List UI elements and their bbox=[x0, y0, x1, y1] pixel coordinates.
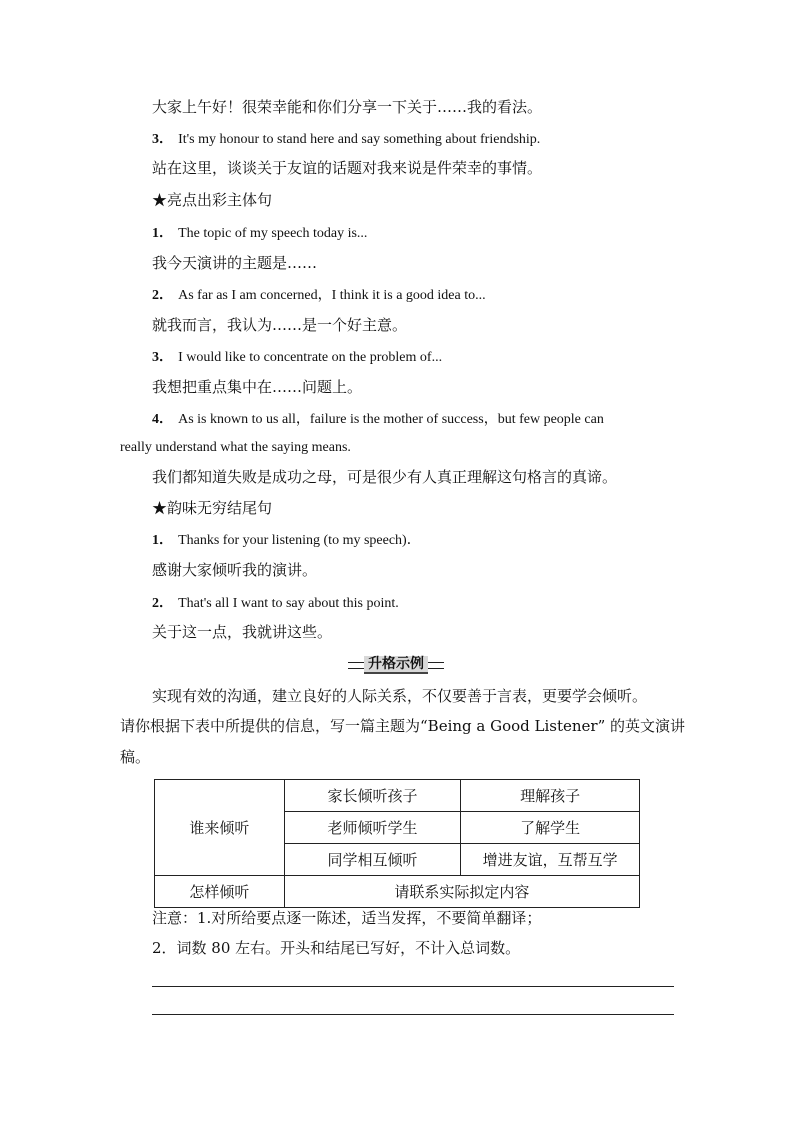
section-heading-end: ★韵味无穷结尾句 bbox=[152, 499, 273, 517]
item-number: 1． bbox=[152, 533, 173, 548]
task-text-line-1: 实现有效的沟通，建立良好的人际关系，不仅要善于言表，更要学会倾听。 bbox=[152, 687, 648, 705]
item-chinese: 感谢大家倾听我的演讲。 bbox=[152, 561, 318, 579]
item-english: Thanks for your listening (to my speech)． bbox=[178, 533, 421, 548]
intro-sentence: 大家上午好！很荣幸能和你们分享一下关于……我的看法。 bbox=[152, 98, 543, 116]
item-chinese: 我们都知道失败是成功之母，可是很少有人真正理解这句格言的真谛。 bbox=[152, 468, 618, 486]
end-item-1 bbox=[152, 529, 421, 551]
item-english: It's my honour to stand here and say something about friendship. bbox=[178, 132, 541, 147]
item-english-continued: really understand what the saying means. bbox=[120, 440, 351, 455]
item-number: 2． bbox=[152, 596, 173, 611]
banner-rule-right bbox=[428, 662, 444, 669]
item-number: 3． bbox=[152, 350, 173, 365]
item-number: 2． bbox=[152, 288, 173, 303]
table-row bbox=[155, 780, 640, 812]
answer-line bbox=[152, 986, 674, 987]
item-chinese: 我想把重点集中在……问题上。 bbox=[152, 378, 363, 396]
table-cell-purpose: 增进友谊，互帮互学 bbox=[461, 844, 640, 876]
table-cell-how: 请联系实际拟定内容 bbox=[284, 876, 639, 908]
banner-rule-left bbox=[348, 662, 364, 669]
task-text-line-2: 请你根据下表中所提供的信息，写一篇主题为“Being a Good Listener” 的英文演讲 bbox=[120, 717, 686, 735]
row-header-how: 怎样倾听 bbox=[155, 876, 285, 908]
phrase-item-3 bbox=[152, 128, 540, 150]
info-table bbox=[154, 779, 640, 908]
item-english: As far as I am concerned，I think it is a good idea to... bbox=[178, 288, 486, 303]
item-english: That's all I want to say about this point. bbox=[178, 596, 399, 611]
table-cell-purpose: 了解学生 bbox=[461, 812, 640, 844]
item-number: 3． bbox=[152, 132, 173, 147]
main-item-3 bbox=[152, 346, 442, 368]
item-chinese: 站在这里，谈谈关于友谊的话题对我来说是件荣幸的事情。 bbox=[152, 159, 543, 177]
main-item-2 bbox=[152, 284, 486, 306]
item-english: I would like to concentrate on the problem of... bbox=[178, 350, 443, 365]
table-cell-who: 老师倾听学生 bbox=[284, 812, 461, 844]
item-chinese: 就我而言，我认为……是一个好主意。 bbox=[152, 316, 408, 334]
table-cell-who: 家长倾听孩子 bbox=[284, 780, 461, 812]
item-number: 1． bbox=[152, 226, 173, 241]
item-chinese: 我今天演讲的主题是…… bbox=[152, 254, 318, 272]
section-banner bbox=[340, 656, 452, 674]
item-number: 4． bbox=[152, 412, 173, 427]
section-heading-main: ★亮点出彩主体句 bbox=[152, 191, 273, 209]
main-item-4 bbox=[152, 408, 674, 430]
answer-line bbox=[152, 1014, 674, 1015]
end-item-2 bbox=[152, 592, 399, 614]
row-header-who: 谁来倾听 bbox=[155, 780, 285, 876]
note-line-1: 注意：1.对所给要点逐一陈述，适当发挥，不要简单翻译； bbox=[152, 909, 542, 927]
table-cell-purpose: 理解孩子 bbox=[461, 780, 640, 812]
banner-label: 升格示例 bbox=[364, 656, 428, 674]
item-english: As is known to us all，failure is the mother of success，but few people can bbox=[178, 412, 604, 427]
item-english: The topic of my speech today is... bbox=[178, 226, 368, 241]
item-chinese: 关于这一点，我就讲这些。 bbox=[152, 623, 333, 641]
table-row bbox=[155, 876, 640, 908]
table-cell-who: 同学相互倾听 bbox=[284, 844, 461, 876]
main-item-1 bbox=[152, 222, 367, 244]
task-text-line-3: 稿。 bbox=[120, 748, 151, 766]
note-line-2: 2．词数 80 左右。开头和结尾已写好，不计入总词数。 bbox=[152, 939, 521, 957]
